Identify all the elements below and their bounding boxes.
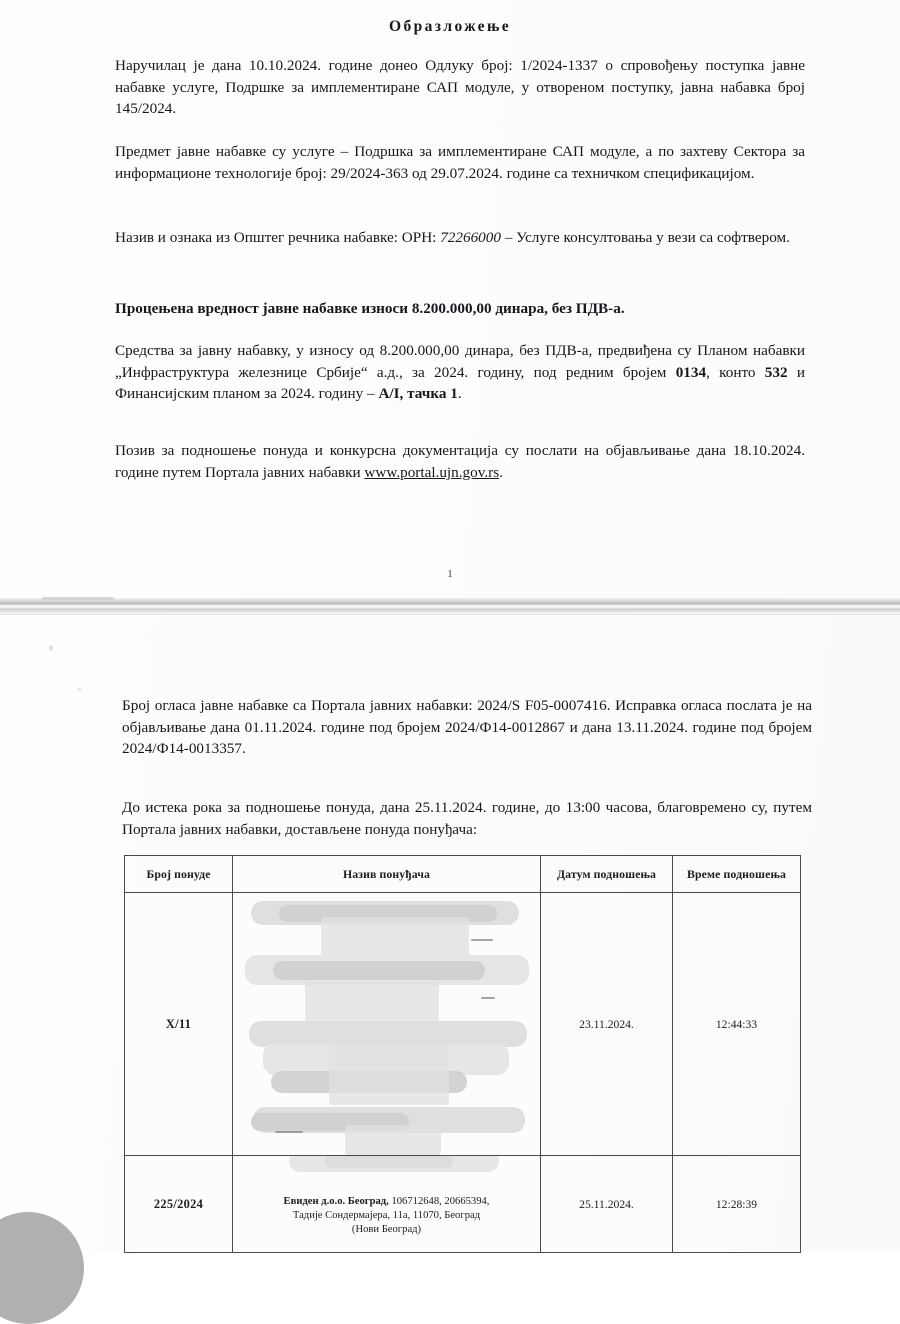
- paragraph-cpv-code: Назив и ознака из Општег речника набавке: ОРН: 72266000 – Услуге консултовања у вези са софтвером.: [115, 229, 790, 247]
- paragraph-decision-reference: Наручилац је дана 10.10.2024. године донео Одлуку број: 1/2024-1337 о спровођењу поступка јавне набавке услуге, Подршке за имплементиране САП модуле, у отвореном поступку, јавна набавка број 145/2024.: [115, 57, 805, 118]
- page-number: 1: [447, 568, 453, 580]
- table-row: [125, 893, 801, 1156]
- table-header-row: [125, 856, 801, 893]
- cell-submission-date: 25.11.2024.: [541, 1156, 673, 1253]
- scan-speck: [78, 688, 81, 691]
- column-header-submission-date: Датум подношења: [541, 856, 673, 893]
- cell-offer-number: 225/2024: [125, 1156, 233, 1253]
- paragraph-procurement-subject: Предмет јавне набавке су услуге – Подршка за имплементиране САП модуле, а по захтеву Сектора за информационе технологије број: 29/2024-363 од 29.07.2024. године са техничком спецификацијом.: [115, 143, 805, 182]
- redaction-overlay: [233, 893, 540, 1155]
- column-header-submission-time: Време подношења: [673, 856, 801, 893]
- bidder-name-line: [239, 1195, 534, 1209]
- paragraph-publication-notice: Позив за подношење понуда и конкурсна документација су послати на објављивање дана 18.10.2024. године путем Портала јавних набавки www.portal.ujn.gov.rs.: [115, 442, 805, 481]
- scan-speck: [49, 645, 53, 651]
- cell-submission-time: 12:28:39: [673, 1156, 801, 1253]
- cell-offer-number: X/11: [125, 893, 233, 1156]
- page-break-seam: [0, 598, 900, 614]
- page-break-nick: [42, 597, 114, 600]
- column-header-bidder-name: Назив понуђача: [233, 856, 541, 893]
- paragraph-submission-deadline: До истека рока за подношење понуда, дана 25.11.2024. године, до 13:00 часова, благовремено су, путем Портала јавних набавки, достављене понуда понуђача:: [122, 799, 812, 838]
- page-title: Образложење: [388, 18, 511, 36]
- paragraph-estimated-value: Процењена вредност јавне набавке износи 8.200.000,00 динара, без ПДВ-а.: [115, 300, 625, 318]
- table-row: [125, 1156, 801, 1253]
- bidder-details: [233, 1195, 540, 1243]
- cell-submission-time: 12:44:33: [673, 893, 801, 1156]
- bidder-address-line: Тадије Сондермајера, 11а, 11070, Београд: [292, 1210, 481, 1221]
- paragraph-funding-plan: Средства за јавну набавку, у износу од 8.200.000,00 динара, без ПДВ-а, предвиђена су Планом набавки „Инфраструктура железнице Србије“ а.д., за 2024. годину, под редним бројем 0134, конто 532 и Финансијским планом за 2024. годину – А/I, тачка 1.: [115, 342, 805, 403]
- offers-table: [124, 855, 801, 1253]
- cell-submission-date: 23.11.2024.: [541, 893, 673, 1156]
- bidder-registration-numbers: 106712648, 20665394,: [388, 1196, 490, 1207]
- bidder-city-line: (Нови Београд): [351, 1224, 422, 1235]
- column-header-offer-number: Број понуде: [125, 856, 233, 893]
- cell-bidder-name: [233, 1156, 541, 1253]
- cell-bidder-name-redacted: [233, 893, 541, 1156]
- paragraph-notice-number: Број огласа јавне набавке са Портала јавних набавки: 2024/S F05-0007416. Исправка огласа послата је на објављивање дана 01.11.2024. године под бројем 2024/Ф14-0012867 и дана 13.11.2024. године под бројем 2024/Ф14-0013357.: [122, 697, 812, 758]
- bidder-company-name: Евиден д.о.о. Београд,: [283, 1196, 389, 1207]
